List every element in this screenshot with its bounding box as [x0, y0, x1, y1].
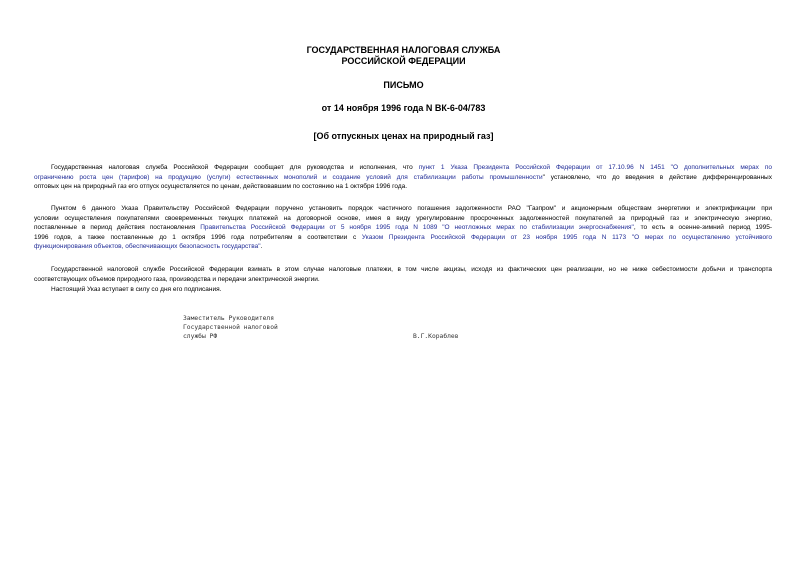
decree-1173-link[interactable]: Указом Президента Российской Федерации от 23 ноября 1995 года N 1173 "О мерах по осуществлению устойчивого	[361, 233, 772, 241]
signatory-name: В.Г.Кораблев	[413, 333, 459, 340]
document-subject: [Об отпускных ценах на природный газ]	[313, 131, 494, 141]
decree-1173-link-cont[interactable]: функционирования объектов, обеспечивающих безопасность государства"	[34, 243, 261, 251]
org-name-line1: ГОСУДАРСТВЕННАЯ НАЛОГОВАЯ СЛУЖБА	[306, 45, 501, 55]
paragraph-4	[34, 285, 772, 295]
document-type: ПИСЬМО	[383, 80, 424, 90]
paragraph-4-line-1: Настоящий Указ вступает в силу со дня его подписания.	[51, 286, 222, 293]
signatory-title-line3: службы РФ	[183, 333, 218, 340]
paragraph-2-line-2: условии осуществления покупателями своевременных текущих платежей на договорной основе, имея в виду урегулирование просроченных задолженностей покупателей за природный газ и электрическую энергию,	[34, 214, 772, 222]
signatory-title-line1: Заместитель Руководителя	[183, 315, 274, 322]
paragraph-3-line-1: Государственной налоговой службе Российской Федерации взимать в этом случае налоговые платежи, в том числе акцизы, исходя из фактических цен реализации, но не ниже себестоимости добычи и транспорта	[51, 266, 772, 273]
paragraph-1-line-2: ограничению роста цен (тарифов) на продукцию (услуги) естественных монополий и создание условий для стабилизации работы промышленности" установлено, что до введения в действие дифференцированных	[34, 173, 772, 181]
paragraph-2	[34, 204, 772, 252]
paragraph-1-line-3: оптовых цен на природный газ его отпуск осуществляется по ценам, действовавшим по состоянию на 1 октября 1996 года.	[34, 183, 408, 191]
document-date-number: от 14 ноября 1996 года N ВК-6-04/783	[321, 103, 486, 113]
paragraph-3-line-2: соответствующих объемов природного газа, производства и передачи электрической энергии.	[34, 275, 320, 283]
paragraph-2-line-3: поставленные в период действия постановления Правительства Российской Федерации от 5 ноября 1995 года N 1089 "О неотложных мерах по стабилизации энергоснабжения", то есть в осенне-зимний период 1995-	[34, 224, 773, 232]
paragraph-1-line-1: Государственная налоговая служба Российской Федерации сообщает для руководства и исполнения, что пункт 1 Указа Президента Российской Федерации от 17.10.96 N 1451 "О дополнительных мерах по	[51, 164, 772, 171]
resolution-1089-link[interactable]: Правительства Российской Федерации от 5 ноября 1995 года N 1089 "О неотложных мерах по стабилизации энергоснабжения"	[200, 224, 634, 232]
org-name-line2: РОССИЙСКОЙ ФЕДЕРАЦИИ	[341, 56, 466, 66]
paragraph-3	[34, 265, 772, 284]
decree-1451-link[interactable]: пункт 1 Указа Президента Российской Федерации от 17.10.96 N 1451 "О дополнительных мерах по	[418, 164, 772, 171]
paragraph-2-line-4: 1996 годов, а также поставленные до 1 октября 1996 года потребителям в соответствии с Указом Президента Российской Федерации от 23 ноября 1995 года N 1173 "О мерах по осуществлению устойчивого	[34, 233, 772, 241]
paragraph-2-line-1: Пунктом 6 данного Указа Правительству Российской Федерации поручено установить порядок частичного погашения задолженности РАО "Газпром" и акционерным обществам энергетики и электрификации при	[51, 205, 772, 212]
signatory-title-line2: Государственной налоговой	[183, 324, 278, 331]
decree-1451-link-cont[interactable]: ограничению роста цен (тарифов) на продукцию (услуги) естественных монополий и создание условий для стабилизации работы промышленности	[34, 173, 543, 181]
paragraph-2-line-5: функционирования объектов, обеспечивающих безопасность государства".	[34, 243, 263, 251]
paragraph-1	[34, 163, 772, 192]
